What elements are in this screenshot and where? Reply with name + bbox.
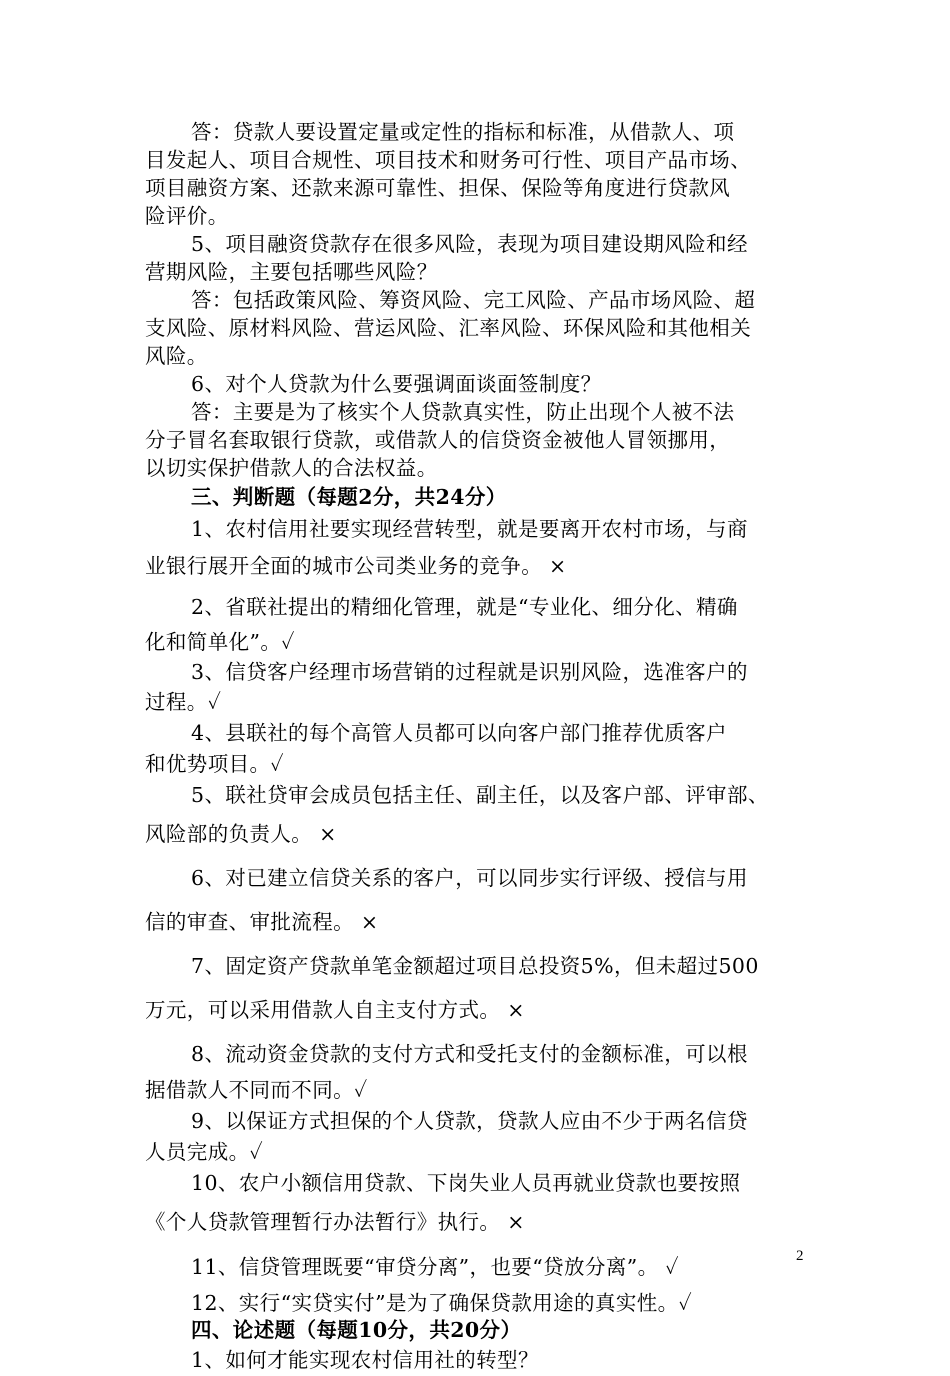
question-5-line-1: 5、项目融资贷款存在很多风险，表现为项目建设期风险和经: [191, 232, 748, 256]
question-5-line-2: 营期风险，主要包括哪些风险？: [145, 260, 438, 284]
judgment-10-line-2: 《个人贷款管理暂行办法暂行》执行。 ×: [145, 1210, 525, 1234]
judgment-5-line-2: 风险部的负责人。 ×: [145, 822, 337, 846]
answer-6-line-3: 以切实保护借款人的合法权益。: [145, 456, 438, 480]
answer-4-line-3: 项目融资方案、还款来源可靠性、担保、保险等角度进行贷款风: [145, 176, 731, 200]
judgment-1-line-1: 1、农村信用社要实现经营转型，就是要离开农村市场，与商: [191, 517, 748, 541]
essay-question-1: 1、如何才能实现农村信用社的转型？: [191, 1348, 539, 1372]
judgment-4-line-2: 和优势项目。✓: [145, 752, 285, 776]
judgment-6-line-2: 信的审查、审批流程。 ×: [145, 910, 379, 934]
judgment-5-line-1: 5、联社贷审会成员包括主任、副主任，以及客户部、评审部、: [191, 783, 769, 807]
judgment-3-line-2: 过程。✓: [145, 690, 222, 714]
judgment-9-line-1: 9、以保证方式担保的个人贷款，贷款人应由不少于两名信贷: [191, 1109, 748, 1133]
judgment-2-line-2: 化和简单化”。✓: [145, 630, 295, 654]
judgment-12: 12、实行“实贷实付”是为了确保贷款用途的真实性。✓: [191, 1291, 693, 1315]
judgment-1-line-2: 业银行展开全面的城市公司类业务的竞争。 ×: [145, 554, 567, 578]
judgment-8-line-2: 据借款人不同而不同。✓: [145, 1078, 368, 1102]
judgment-7-line-2: 万元，可以采用借款人自主支付方式。 ×: [145, 998, 525, 1022]
answer-5-line-2: 支风险、原材料风险、营运风险、汇率风险、环保风险和其他相关: [145, 316, 752, 340]
judgment-2-line-1: 2、省联社提出的精细化管理，就是“专业化、细分化、精确: [191, 595, 738, 619]
page-number: 2: [796, 1248, 804, 1264]
judgment-7-line-1: 7、固定资产贷款单笔金额超过项目总投资5%，但未超过500: [191, 954, 759, 978]
answer-5-line-3: 风险。: [145, 344, 208, 368]
page-content: [145, 118, 810, 1376]
answer-6-line-1: 答：主要是为了核实个人贷款真实性，防止出现个人被不法: [191, 400, 735, 424]
judgment-4-line-1: 4、县联社的每个高管人员都可以向客户部门推荐优质客户: [191, 721, 727, 745]
judgment-6-line-1: 6、对已建立信贷关系的客户，可以同步实行评级、授信与用: [191, 866, 748, 890]
answer-4-line-4: 险评价。: [145, 204, 229, 228]
judgment-9-line-2: 人员完成。✓: [145, 1140, 264, 1164]
answer-4-line-1: 答：贷款人要设置定量或定性的指标和标准，从借款人、项: [191, 120, 735, 144]
judgment-11: 11、信贷管理既要“审贷分离”，也要“贷放分离”。 ✓: [191, 1255, 680, 1279]
question-6: 6、对个人贷款为什么要强调面谈面签制度？: [191, 372, 602, 396]
answer-5-line-1: 答：包括政策风险、筹资风险、完工风险、产品市场风险、超: [191, 288, 756, 312]
judgment-8-line-1: 8、流动资金贷款的支付方式和受托支付的金额标准，可以根: [191, 1042, 748, 1066]
section-heading-judgment: 三、判断题（每题2分，共24分）: [191, 485, 507, 509]
answer-4-line-2: 目发起人、项目合规性、项目技术和财务可行性、项目产品市场、: [145, 148, 752, 172]
section-heading-essay: 四、论述题（每题10分，共20分）: [191, 1318, 522, 1342]
judgment-3-line-1: 3、信贷客户经理市场营销的过程就是识别风险，选准客户的: [191, 660, 748, 684]
judgment-10-line-1: 10、农户小额信用贷款、下岗失业人员再就业贷款也要按照: [191, 1171, 741, 1195]
answer-6-line-2: 分子冒名套取银行贷款，或借款人的信贷资金被他人冒领挪用，: [145, 428, 731, 452]
